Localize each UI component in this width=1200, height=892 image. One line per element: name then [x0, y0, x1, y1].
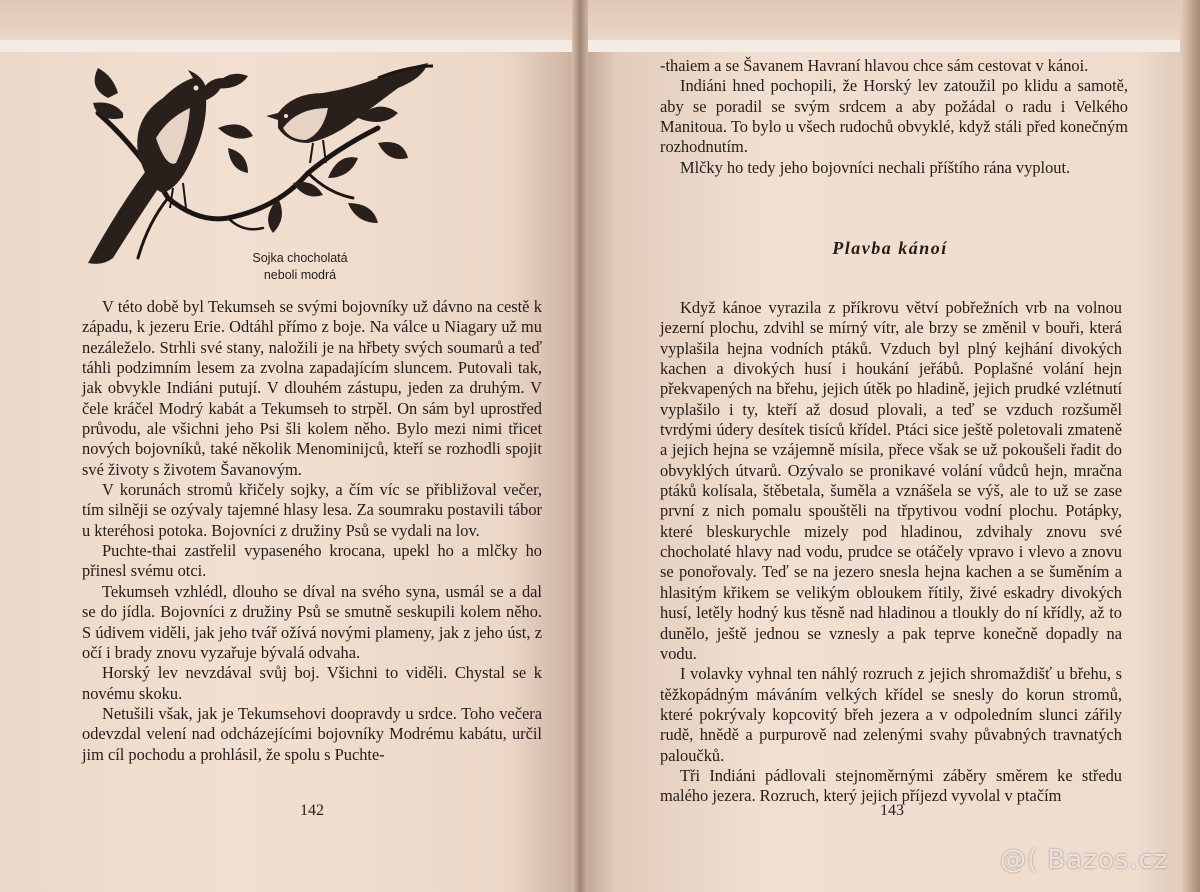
left-page-text: [82, 297, 542, 765]
illustration-caption: [230, 250, 370, 284]
paragraph: Mlčky ho tedy jeho bojovníci nechali příštího rána vyplout.: [680, 157, 1071, 177]
right-page-text: [660, 298, 1122, 807]
chapter-title: Plavba kánoí: [832, 238, 948, 258]
page-number-left: 142: [300, 802, 324, 819]
caption-line-2: neboli modrá: [263, 268, 337, 282]
paragraph: Netušili však, jak je Tekumsehovi doopravdy u srdce. Toho večera odevzdal velení nad odcházejícími bojovníky Modrému kabátu, určil jim cíl pochodu a prohlásil, že spolu s Puchte-: [82, 703, 542, 764]
paragraph: V korunách stromů křičely sojky, a čím víc se přibližoval večer, tím silněji se ozývaly tajemné hlasy lesa. Za soumraku postavili tábor u kteréhosi potoka. Bojovníci z družiny Psů se vydali na lov.: [82, 480, 542, 540]
paragraph: Když kánoe vyrazila z příkrovu větví pobřežních vrb na volnou jezerní plochu, zdvihl se mírný vítr, ale brzy se změnil v bouři, která vyplašila hejna vodních ptáků. Vzduch byl plný kejhání divokých kachen a divokých husí i houkání jeřábů. Poplašné volání hejn překvapených na břehu, jejich útěk po hladině, jejich prudké vzlétnutí vyplašilo i ty, kteří až dosud plovali, a teď se vzduch rozšuměl tvrdými údery desítek tisíců křídel. Ptáci sice ještě poletovali zmateně a jejich hejna se vzájemně mísila, přece však se už pokoušeli řadit do obvyklých útvarů. Ozývalo se pronikavé volání vůdců hejn, mračna ptáků kolísala, štěbetala, šuměla a vznášela se výš, ale to už se zase první z nich pomalu spouštěli na třpytivou vodní plochu. Potápky, které bleskurychle mizely pod hladinou, zdvihaly znovu své chocholaté hlavy nad vodu, prudce se otáčely vpravo i vlevo a znovu se ponořovaly. Teď se na jezero snesla hejna kachen a se šuměním a hlasitým křikem se velikým obloukem řítily, živé eskadry divokých husí, letěly hodný kus těsně nad hladinou a tloukly do ní křídly, až to dunělo, ještě jednou se vznesly a pak teprve konečně dopadly na vodu.: [660, 298, 1122, 663]
page-top-band: [0, 40, 1200, 52]
book-spine: [572, 0, 588, 892]
paragraph: -thaiem a se Šavanem Havraní hlavou chce sám cestovat v kánoi.: [660, 56, 1089, 75]
paragraph: I volavky vyhnal ten náhlý rozruch z jejich shromaždišť u břehu, s těžkopádným máváním velkých křídel se snesly do korun stromů, které pokrývaly kopcovitý břeh jezera a v odpoledním slunci zářily rudě, hnědě a purpurově nad zelenými svahy půvabných travnatých paloučků.: [660, 664, 1122, 765]
page-number-right: 143: [880, 802, 904, 819]
blue-jay-illustration: [78, 58, 438, 270]
paragraph: Puchte-thai zastřelil vypaseného krocana, upekl ho a mlčky ho přinesl svému otci.: [82, 541, 542, 581]
right-page-top-text: [660, 56, 1128, 178]
watermark-logo: @( Bazos.cz: [1000, 845, 1169, 875]
book-right-edge: [1180, 0, 1200, 892]
caption-line-1: Sojka chocholatá: [252, 251, 348, 265]
book-top-edge: [0, 0, 1200, 40]
paragraph: Horský lev nevzdával svůj boj. Všichni to viděli. Chystal se k novému skoku.: [82, 663, 542, 703]
paragraph: Tekumseh vzhlédl, dlouho se díval na svého syna, usmál se a dal se do jídla. Bojovníci z družiny Psů se smutně seskupili kolem něho. S údivem viděli, jak jeho tvář ožívá novými plameny, jak z jeho úst, z očí i brady znovu vyzařuje bývalá odvaha.: [82, 581, 542, 662]
paragraph: V této době byl Tekumseh se svými bojovníky už dávno na cestě k západu, k jezeru Erie. Odtáhl přímo z boje. Na válce u Niagary už mu nezáleželo. Strhli své stany, naložili je na hřbety svých soumarů a teď táhli podzimním lesem za zvolna zapadajícím sluncem. Putovali tak, jak obvykle Indiáni putují. V dlouhém zástupu, jeden za druhým. V čele kráčel Modrý kabát a Tekumseh to strpěl. On sám byl uprostřed průvodu, ale všichni jeho Psi šli kolem něho. Bylo mezi nimi třicet nových bojovníků, také několik Menominijců, kteří se rozhodli spojit své životy s životem Šavanovým.: [82, 297, 542, 479]
paragraph: Indiáni hned pochopili, že Horský lev zatoužil po klidu a samotě, aby se poradil se svým srdcem a aby požádal o radu i Velkého Manitoua. To bylo u všech rudochů obvyklé, když stáli před konečným rozhodnutím.: [660, 76, 1128, 157]
paragraph: Tři Indiáni pádlovali stejnoměrnými záběry směrem ke středu malého jezera. Rozruch, který jejich příjezd vyvolal v ptačím: [660, 765, 1122, 806]
